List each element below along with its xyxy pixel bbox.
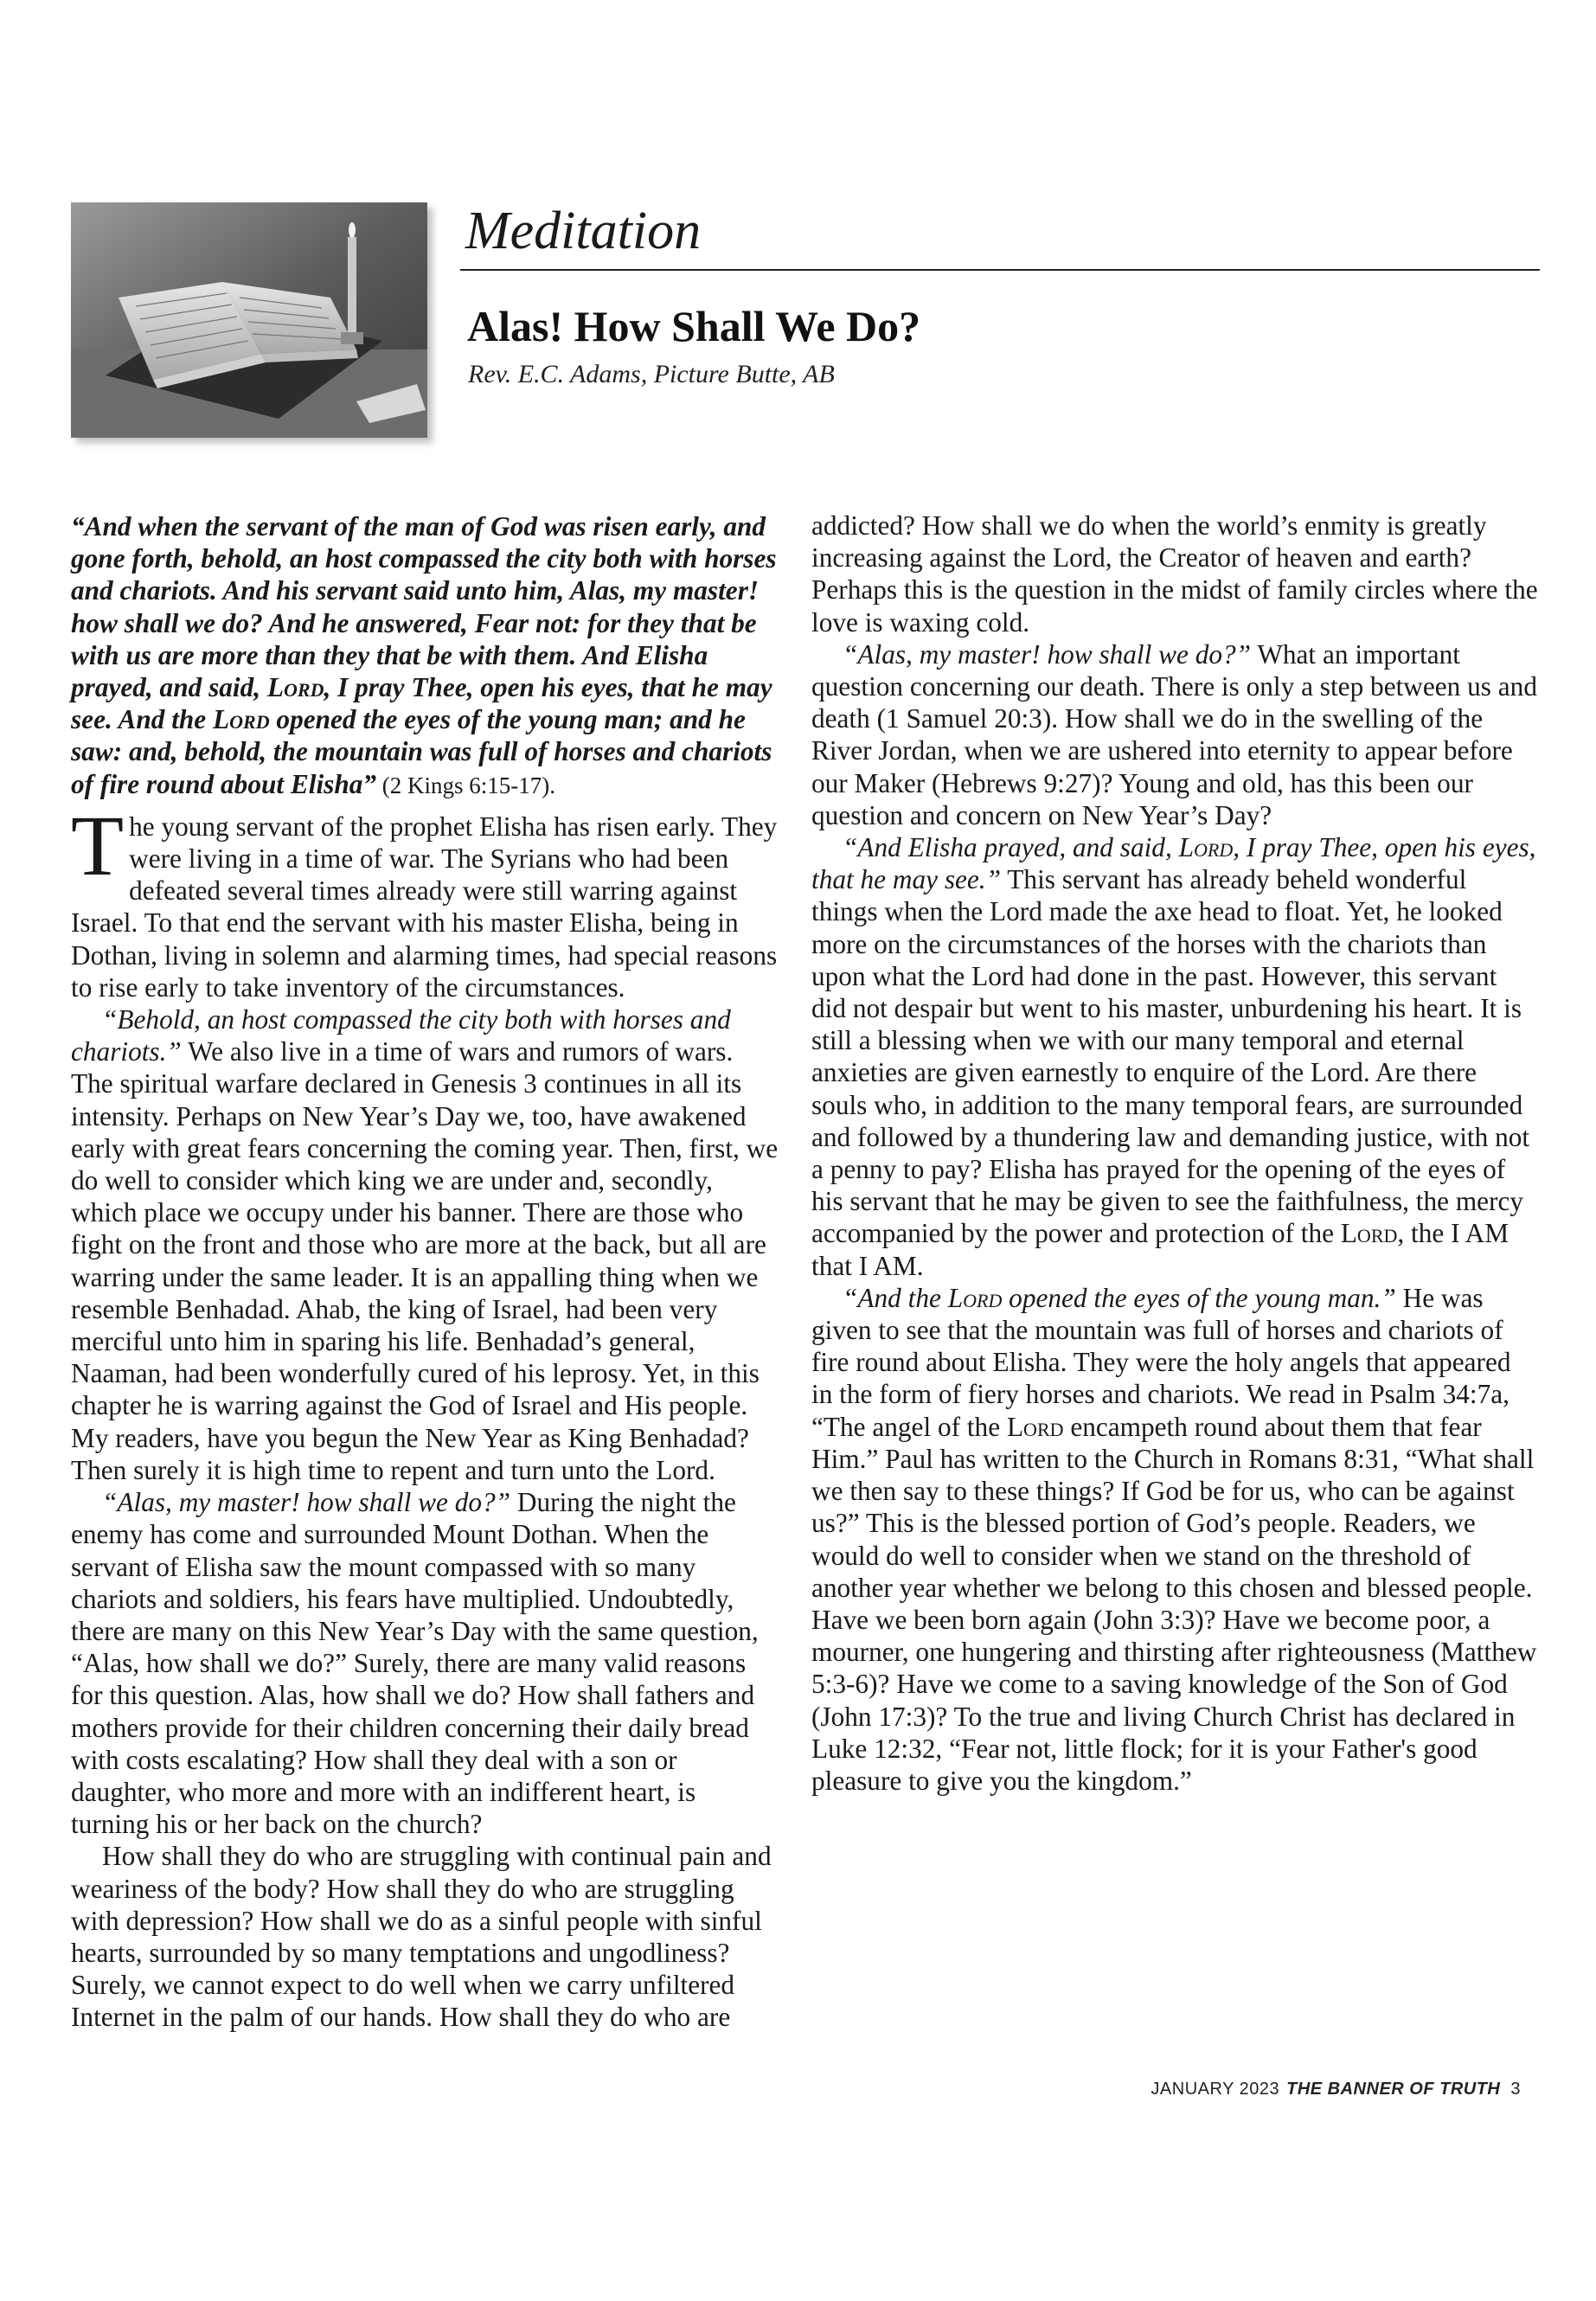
header-illustration-open-bible xyxy=(71,202,427,438)
publication-name: THE BANNER OF TRUTH xyxy=(1286,2080,1501,2099)
paragraph: “Alas, my master! how shall we do?” During the night the enemy has come and surrounded Mount Dothan. When the servant of Elisha saw the mount compassed with so many chariots and soldiers, his fears have multiplied. Undoubtedly, there are many on this New Year’s Day with the same question, “Alas, how shall we do?” Surely, there are many valid reasons for this question. Alas, how shall we do? How shall fathers and mothers provide for their children concerning their daily bread with costs escalating? How shall they deal with a son or daughter, who more and more with an indifferent heart, is turning his or her back on the church? xyxy=(71,1487,759,1840)
author-byline: Rev. E.C. Adams, Picture Butte, AB xyxy=(468,360,835,388)
drop-cap: T xyxy=(71,797,125,894)
paragraph: “And the Lord opened the eyes of the young man.” He was given to see that the mountain was full of horses and chariots of fire round about Elisha. They were the holy angels that appeared in the form of fiery horses and chariots. We read in Psalm 34:7a, “The angel of the Lord encampeth round about them that fear Him.” Paul has written to the Church in Romans 8:31, “What shall we then say to these things? If God be for us, who can be against us?” This is the blessed portion of God’s people. Readers, we would do well to consider when we stand on the threshold of another year whether we belong to this chosen and blessed people. Have we been born again (John 3:3)? Have we become poor, a mourner, one hungering and thirsting after righteousness (Matthew 5:3-6)? Have we come to a saving knowledge of the Son of God (John 17:3)? To the true and living Church Christ has declared in Luke 12:32, “Fear not, little flock; for it is your Father's good pleasure to give you the kingdom.” xyxy=(811,1282,1537,1796)
paragraph: “Behold, an host compassed the city both with horses and chariots.” We also live in a time of wars and rumors of wars. The spiritual warfare declared in Genesis 3 continues in all its intensity. Perhaps on New Year’s Day we, too, have awakened early with great fears concerning the coming year. Then, first, we do well to consider which king we are under and, secondly, which place we occupy under his banner. There are those who fight on the front and those who are more at the back, but all are warring under the same leader. It is an appalling thing when we resemble Benhadad. Ahab, the king of Israel, had been very merciful unto him in sparing his life. Benhadad’s general, Naaman, had been wonderfully cured of his leprosy. Yet, in this chapter he is warring against the God of Israel and His people. My readers, have you begun the New Year as King Benhadad? Then surely it is high time to repent and turn unto the Lord. xyxy=(71,1004,779,1485)
paragraph: “Alas, my master! how shall we do?” What an important question concerning our death. There is only a step between us and death (1 Samuel 20:3). How shall we do in the swelling of the River Jordan, when we are ushered into eternity to appear before our Maker (Hebrews 9:27)? Young and old, has this been our question and concern on New Year’s Day? xyxy=(811,638,1537,830)
scripture-quote: “And when the servant of the man of God was risen early, and gone forth, behold, an host compassed the city both with horses and chariots. And his servant said unto him, Alas, my master! how shall we do? And he answered, Fear not: for they that be with us are more than they that be with them. And Elisha prayed, and said, Lord, I pray Thee, open his eyes, that he may see. And the Lord opened the eyes of the young man; and he saw: and, behold, the mountain was full of horses and chariots of fire round about Elisha” (2 Kings 6:15-17). xyxy=(71,511,777,799)
article-column-left xyxy=(71,510,780,2034)
open-bible-candle-icon xyxy=(71,202,427,438)
paragraph: The young servant of the prophet Elisha has risen early. They were living in a time of war. The Syrians who had been defeated several times already were still warring against Israel. To that end the servant with his master Elisha, being in Dothan, living in solemn and alarming times, had special reasons to rise early to take inventory of the circumstances. xyxy=(71,797,778,1003)
paragraph: “And Elisha prayed, and said, Lord, I pray Thee, open his eyes, that he may see.” This servant has already beheld wonderful things when the Lord made the axe head to float. Yet, he looked more on the circumstances of the horses with the chariots than upon what the Lord had done in the past. However, this servant did not despair but went to his master, unburdening his heart. It is still a blessing when we with our many temporal and eternal anxieties are given earnestly to enquire of the Lord. Are there souls who, in addition to the many temporal fears, are surrounded and followed by a thundering law and demanding justice, with not a penny to pay? Elisha has prayed for the opening of the eyes of his servant that he may be given to see the faithfulness, the mercy accompanied by the power and protection of the Lord, the I AM that I AM. xyxy=(811,832,1536,1281)
article-column-right xyxy=(811,510,1538,1797)
paragraph: How shall they do who are struggling with continual pain and weariness of the body? How shall they do who are struggling with depression? How shall we do as a sinful people with sinful hearts, surrounded by so many temptations and ungodliness? Surely, we cannot expect to do well when we carry unfiltered Internet in the palm of our hands. How shall they do who are xyxy=(71,1841,772,2033)
page-footer xyxy=(1151,2080,1521,2099)
article-title: Alas! How Shall We Do? xyxy=(467,302,921,350)
section-label: Meditation xyxy=(465,202,702,260)
section-divider xyxy=(460,269,1540,271)
scripture-reference: (2 Kings 6:15-17). xyxy=(376,772,556,798)
page-number: 3 xyxy=(1510,2080,1521,2099)
issue-date: JANUARY 2023 xyxy=(1151,2080,1280,2099)
paragraph-continued: addicted? How shall we do when the world’s enmity is greatly increasing against the Lord, the Creator of heaven and earth? Perhaps this is the question in the midst of family circles where the love is waxing cold. xyxy=(811,510,1538,638)
